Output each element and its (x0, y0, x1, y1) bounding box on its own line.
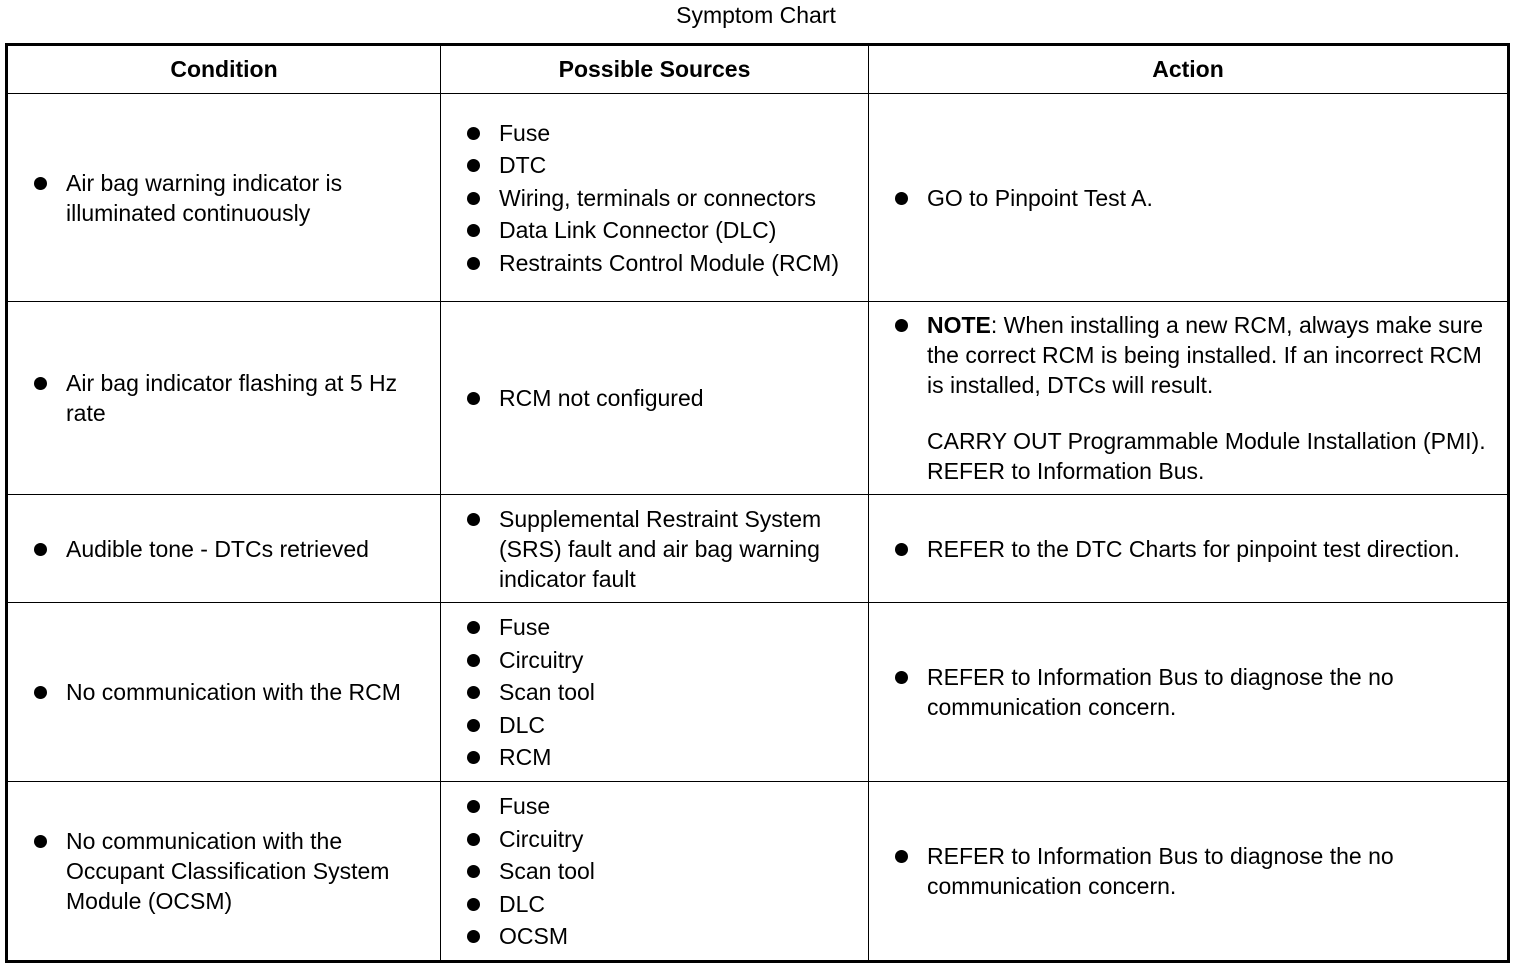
table-row (7, 94, 1509, 302)
action-cell (869, 782, 1509, 962)
source-item: RCM not configured (441, 383, 854, 413)
action-cell (869, 302, 1509, 495)
source-item: Scan tool (441, 856, 854, 886)
sources-cell (441, 94, 869, 302)
sources-cell (441, 302, 869, 495)
action-note (927, 310, 1493, 400)
source-item: Circuitry (441, 645, 854, 675)
action-cell (869, 94, 1509, 302)
source-item: Fuse (441, 791, 854, 821)
action-cell (869, 495, 1509, 603)
table-row (7, 603, 1509, 782)
condition-text: Air bag indicator flashing at 5 Hz rate (8, 368, 426, 428)
source-item: DLC (441, 889, 854, 919)
source-item: OCSM (441, 921, 854, 951)
action-text: REFER to Information Bus to diagnose the no communication concern. (869, 662, 1493, 722)
source-item: RCM (441, 742, 854, 772)
condition-cell (7, 782, 441, 962)
source-item: Supplemental Restraint System (SRS) fault and air bag warning indicator fault (441, 504, 854, 594)
source-item: Circuitry (441, 824, 854, 854)
condition-cell (7, 302, 441, 495)
source-item: DLC (441, 710, 854, 740)
condition-text: No communication with the Occupant Classification System Module (OCSM) (8, 826, 426, 916)
table-row (7, 302, 1509, 495)
action-cell (869, 603, 1509, 782)
condition-text: No communication with the RCM (8, 677, 426, 707)
symptom-chart-table (5, 43, 1510, 963)
header-condition: Condition (7, 45, 441, 94)
source-item: Scan tool (441, 677, 854, 707)
source-item: Data Link Connector (DLC) (441, 215, 854, 245)
action-text: REFER to Information Bus to diagnose the no communication concern. (869, 841, 1493, 901)
table-row (7, 495, 1509, 603)
header-possible-sources: Possible Sources (441, 45, 869, 94)
source-item: Fuse (441, 118, 854, 148)
source-item: Fuse (441, 612, 854, 642)
action-text: REFER to the DTC Charts for pinpoint test direction. (869, 534, 1493, 564)
sources-cell (441, 603, 869, 782)
source-item: Restraints Control Module (RCM) (441, 248, 854, 278)
condition-cell (7, 495, 441, 603)
note-label: NOTE (927, 312, 991, 338)
condition-text: Air bag warning indicator is illuminated continuously (8, 168, 426, 228)
action-text: GO to Pinpoint Test A. (869, 183, 1493, 213)
source-item: DTC (441, 150, 854, 180)
note-text: : When installing a new RCM, always make sure the correct RCM is being installed. If an incorrect RCM is installed, DTCs will result. (927, 312, 1484, 398)
sources-cell (441, 782, 869, 962)
page-title: Symptom Chart (676, 2, 836, 28)
header-action: Action (869, 45, 1509, 94)
condition-cell (7, 603, 441, 782)
table-row (7, 782, 1509, 962)
source-item: Wiring, terminals or connectors (441, 183, 854, 213)
condition-cell (7, 94, 441, 302)
condition-text: Audible tone - DTCs retrieved (8, 534, 426, 564)
sources-cell (441, 495, 869, 603)
header-row (7, 45, 1509, 94)
action-text: CARRY OUT Programmable Module Installation (PMI). REFER to Information Bus. (927, 428, 1486, 484)
action-item (869, 310, 1493, 486)
